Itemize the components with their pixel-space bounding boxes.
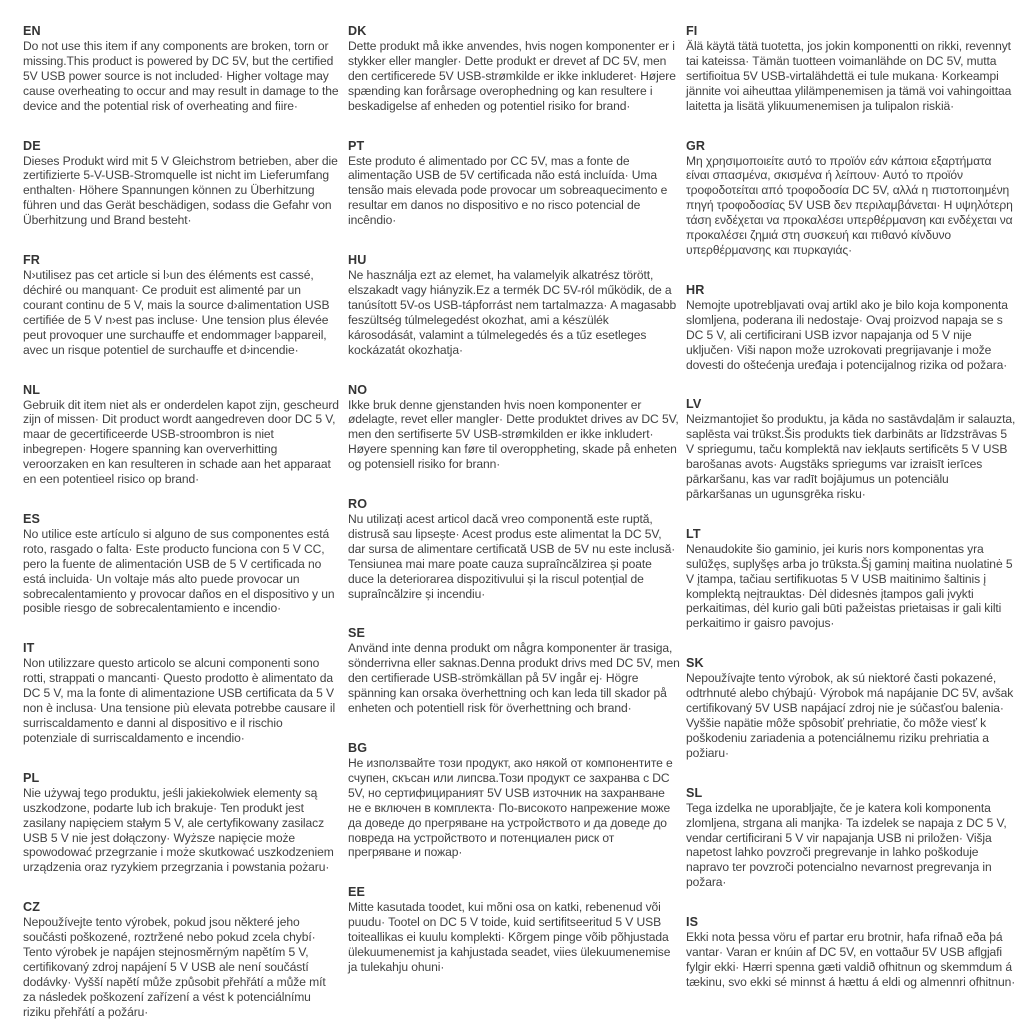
language-section-it [23,641,340,745]
language-section-dk [348,24,680,114]
language-section-hr [686,283,1016,373]
language-code-sk: SK [686,656,704,671]
language-code-is: IS [686,915,699,930]
language-code-se: SE [348,626,365,641]
language-text-cz: Nepoužívejte tento výrobek, pokud jsou některé jeho součásti poškozené, roztržené nebo pokud zcela chybí· Tento výrobek je napájen stejnosměrným napětím 5 V, certifikovaný zdroj napájení 5 V USB ale není součástí dodávky· Vyšší napětí může způsobit přehřátí a může mít za následek poškození zařízení a vést k potenciálnímu riziku přehřátí a požáru· [23,915,326,1019]
language-text-nl: Gebruik dit item niet als er onderdelen kapot zijn, gescheurd zijn of missen· Dit product wordt aangedreven door DC 5 V, maar de gecertificeerde USB-stroombron is niet inbegrepen· Hogere spanning kan oververhitting veroorzaken en kan resulteren in schade aan het apparaat en een potentieel risico op brand· [23,397,339,487]
language-text-sl: Tega izdelka ne uporabljajte, če je katera koli komponenta zlomljena, strgana ali manjka· Ta izdelek se napaja z DC 5 V, vendar certificirani 5 V vir napajanja USB ni priložen· Višja napetost lahko povzroči pregrevanje in lahko poškoduje napravo ter povzroči potencialno nevarnost pregrevanja in požara· [686,800,1007,890]
language-text-hu: Ne használja ezt az elemet, ha valamelyik alkatrész törött, elszakadt vagy hiányzik.Ez a termék DC 5V-ról működik, de a tanúsított 5V-os USB-tápforrást nem tartalmazza· A magasabb feszültség túlmelegedést okozhat, ami a készülék károsodását, valamint a túlmelegedés és a tűz esetleges kockázatát okozhatja· [348,268,677,357]
language-code-lv: LV [686,397,702,412]
language-code-es: ES [23,511,40,526]
language-code-it: IT [23,641,35,656]
language-section-fi [686,24,1016,114]
language-text-ro: Nu utilizați acest articol dacă vreo componentă este ruptă, distrusă sau lipsește· Acest produs este alimentat la DC 5V, dar sursa de alimentare certificată USB de 5V nu este inclusă· Tensiunea mai mare poate cauza supraîncălzirea și poate duce la deteriorarea dispozitivului și la riscul potențial de supraîncălzire și incendiu· [348,512,676,601]
language-text-de: Dieses Produkt wird mit 5 V Gleichstrom betrieben, aber die zertifizierte 5-V-USB-Stromquelle ist nicht im Lieferumfang enthalten· Höhere Spannungen können zu Überhitzung führen und das Gerät beschädigen, sodass die Gefahr von Überhitzung und Brand besteht· [23,153,338,228]
language-text-se: Använd inte denna produkt om några komponenter är trasiga, sönderrivna eller saknas.Denna produkt drivs med DC 5V, men den certifierade USB-strömkällan på 5V ingår ej· Högre spänning kan orsaka överhettning och kan leda till skador på enheten och potentiell risk för överhettning och brand· [348,641,680,716]
language-text-en: Do not use this item if any components are broken, torn or missing.This product is powered by DC 5V, but the certified 5V USB power source is not included· Higher voltage may cause overheating to occur and may result in damage to the device and the potential risk of overheating and fiire· [23,39,339,113]
language-text-hr: Nemojte upotrebljavati ovaj artikl ako je bilo koja komponenta slomljena, poderana ili nedostaje· Ovaj proizvod napaja se s DC 5 V, ali certificirani USB izvor napajanja od 5 V nije uključen· Viši napon može uzrokovati pregrijavanje i može dovesti do oštećenja uređaja i potencijalnog rizika od požara· [686,297,1008,372]
language-section-is [686,915,1016,990]
language-section-lt [686,527,1016,631]
language-text-lv: Neizmantojiet šo produktu, ja kāda no sastāvdaļām ir salauzta, saplēsta vai trūkst.Šis produkts tiek darbināts ar līdzstrāvas 5 V spriegumu, taču komplektā nav iekļauts sertificēts 5 V USB barošanas avots· Augstāks spriegums var izraisīt ierīces pārkaršanu, kas var radīt bojājumus un potenciālu pārkaršanas un ugunsgrēka risku· [686,412,1016,501]
language-code-dk: DK [348,24,367,38]
language-text-dk: Dette produkt må ikke anvendes, hvis nogen komponenter er i stykker eller mangler· Dette produkt er drevet af DC 5V, men den certificerede 5V USB-strømkilde er ikke inkluderet· Højere spænding kan forårsage overophedning og kan resultere i beskadigelse af enheden og potentiel risiko for brand· [348,39,676,113]
language-code-de: DE [23,138,41,153]
language-section-de [23,139,340,229]
language-text-is: Ekki nota þessa vöru ef partar eru brotnir, hafa rifnað eða þá vantar· Varan er knúin af DC 5V, en vottaður 5V USB aflgjafi fylgir ekki· Hærri spenna gæti valdið ofhitnun og skemmdum á tækinu, svo ekki sé minnst á hættu á eldi og almennri ofhitnun· [686,930,1016,989]
column-1 [23,24,340,1024]
language-code-nl: NL [23,382,40,397]
language-code-no: NO [348,382,368,397]
language-text-pt: Este produto é alimentado por CC 5V, mas a fonte de alimentação USB de 5V certificada não está incluída· Uma tensão mais elevada pode provocar um sobreaquecimento e resultar em danos no dispositivo e no risco potencial de incêndio· [348,153,668,228]
language-section-lv [686,397,1016,501]
language-code-sl: SL [686,785,703,800]
language-text-fi: Älä käytä tätä tuotetta, jos jokin komponentti on rikki, revennyt tai kateissa· Tämän tuotteen voimanlähde on DC 5V, mutta sertifioitua 5V USB-virtalähdettä ei tule mukana· Korkeampi jännite voi aiheuttaa ylilämpenemisen ja tämä voi vahingoittaa laitetta ja lisätä ylikuumenemisen ja tulipalon riskiä· [686,39,1012,113]
language-section-ee [348,885,680,975]
language-text-ee: Mitte kasutada toodet, kui mõni osa on katki, rebenenud või puudu· Tootel on DC 5 V toide, kuid sertifitseeritud 5 V USB toiteallikas ei kuulu komplekti· Kõrgem pinge võib põhjustada ülekuumenemist ja kahjustada seadet, viies ülekuumenemise ja tulekahju ohuni· [348,900,671,974]
language-section-ro [348,497,680,601]
language-code-cz: CZ [23,900,40,915]
column-2 [348,24,680,1000]
language-code-en: EN [23,24,41,38]
language-section-bg [348,741,680,860]
language-section-en [23,24,340,114]
language-section-cz [23,900,340,1019]
language-code-ee: EE [348,885,365,900]
language-section-sl [686,786,1016,890]
language-text-gr: Μη χρησιμοποιείτε αυτό το προϊόν εάν κάποια εξαρτήματα είναι σπασμένα, σκισμένα ή λείπουν· Αυτό το προϊόν τροφοδοτείται από τροφοδοσία DC 5V, αλλά η πιστοποιημένη πηγή τροφοδοσίας 5V USB δεν περιλαμβάνεται· Η υψηλότερη τάση ενδέχεται να προκαλέσει υπερθέρμανση και ενδέχεται να προκαλέσει ζημιά στη συσκευή και πιθανό κίνδυνο υπερθέρμανσης και πυρκαγιάς· [686,153,1013,257]
language-text-es: No utilice este artículo si alguno de sus componentes está roto, rasgado o falta· Este producto funciona con 5 V CC, pero la fuente de alimentación USB de 5 V certificada no está incluida· Un voltaje más alto puede provocar un sobrecalentamiento y provocar daños en el dispositivo y un posible riesgo de sobrecalentamiento e incendio· [23,526,335,616]
language-code-pt: PT [348,138,365,153]
language-section-nl [23,383,340,487]
language-section-fr [23,253,340,357]
language-text-pl: Nie używaj tego produktu, jeśli jakiekolwiek elementy są uszkodzone, podarte lub ich brakuje· Ten produkt jest zasilany napięciem stałym 5 V, ale certyfikowany zasilacz USB 5 V nie jest dołączony· Wyższe napięcie może spowodować przegrzanie i może skutkować uszkodzeniem urządzenia oraz ryzykiem przegrzania i powstania pożaru· [23,785,334,875]
language-code-bg: BG [348,741,368,755]
language-section-sk [686,656,1016,760]
column-3 [686,24,1016,1015]
language-code-lt: LT [686,526,701,541]
language-code-fr: FR [23,253,40,268]
language-text-bg: Не използвайте този продукт, ако някой от компонентите е счупен, скъсан или липсва.Този продукт се захранва с DC 5V, но сертифицираният 5V USB източник на захранване не е включен в комплекта· По-високото напрежение може да доведе до прегряване на устройството и да доведе до повреда на устройството и потенциален риск от прегряване и пожар· [348,756,673,860]
language-text-sk: Nepoužívajte tento výrobok, ak sú niektoré časti pokazené, odtrhnuté alebo chýbajú· Výrobok má napájanie DC 5V, avšak certifikovaný 5V USB napájací zdroj nie je súčasťou balenia· Vyššie napätie môže spôsobiť prehriatie, čo môže viesť k poškodeniu zariadenia a potenciálnemu riziku prehriatia a požiaru· [686,671,1014,760]
language-section-no [348,383,680,473]
language-section-pt [348,139,680,229]
language-text-it: Non utilizzare questo articolo se alcuni componenti sono rotti, strappati o mancanti· Questo prodotto è alimentato da DC 5 V, ma la fonte di alimentazione USB certificata da 5 V non è inclusa· Una tensione più elevata potrebbe causare il surriscaldamento e danni al dispositivo e il rischio potenziale di surriscaldamento e incendio· [23,656,336,745]
language-text-fr: N›utilisez pas cet article si l›un des éléments est cassé, déchiré ou manquant· Ce produit est alimenté par un courant continu de 5 V, mais la source d›alimentation USB certifiée de 5 V n›est pas incluse· Une tension plus élevée peut provoquer une surchauffe et endommager l›appareil, avec un risque potentiel de surchauffe et d›incendie· [23,268,330,357]
language-text-no: Ikke bruk denne gjenstanden hvis noen komponenter er ødelagte, revet eller mangler· Dette produktet drives av DC 5V, men den sertifiserte 5V USB-strømkilden er ikke inkludert· Høyere spenning kan føre til overoppheting, skade på enheten og potensiell risiko for brann· [348,397,679,472]
language-section-hu [348,253,680,357]
language-section-es [23,512,340,616]
language-code-ro: RO [348,497,368,512]
language-code-gr: GR [686,138,706,153]
language-code-fi: FI [686,24,698,38]
language-code-pl: PL [23,770,40,785]
language-code-hu: HU [348,253,367,268]
language-section-gr [686,139,1016,258]
language-section-pl [23,771,340,875]
language-text-lt: Nenaudokite šio gaminio, jei kuris nors komponentas yra sulūžęs, suplyšęs arba jo trūksta.Šį gaminį maitina nuolatinė 5 V įtampa, tačiau sertifikuotas 5 V USB maitinimo šaltinis į komplektą neįtrauktas· Dėl didesnės įtampos gali įvykti perkaitimas, dėl kurio gali būti pažeistas prietaisas ir gali kilti perkaitimo ir gaisro pavojus· [686,541,1013,631]
language-section-se [348,626,680,716]
language-code-hr: HR [686,282,705,297]
